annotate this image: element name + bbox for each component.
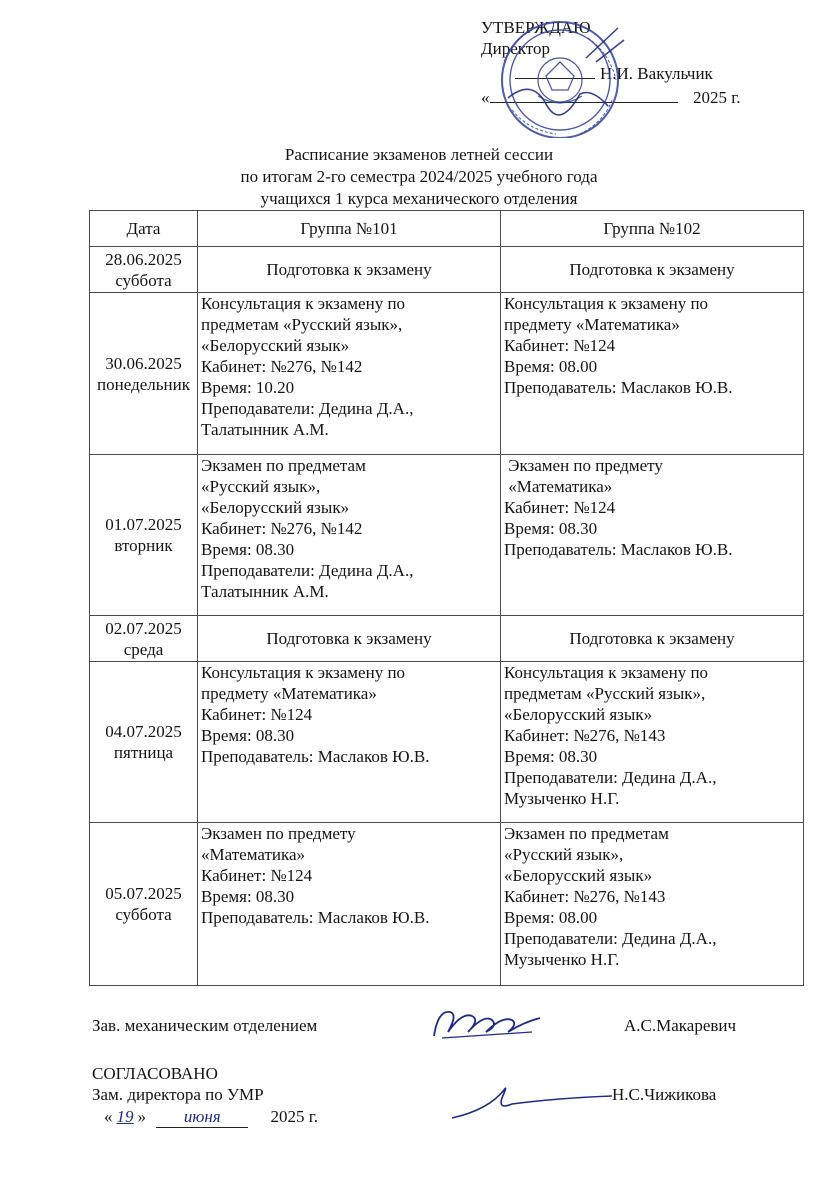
- cell-line: Время: 08.30: [201, 540, 295, 559]
- cell-line: Время: 08.30: [201, 726, 295, 745]
- header-group-101: Группа №101: [198, 211, 501, 247]
- cell-line: Консультация к экзамену по: [504, 663, 709, 682]
- cell-line: Экзамен по предмету: [201, 824, 356, 843]
- group-102-cell: [501, 662, 804, 823]
- cell-line: Подготовка к экзамену: [266, 260, 432, 279]
- cell-line: «Математика»: [201, 845, 306, 864]
- weekday-value: суббота: [115, 905, 172, 924]
- cell-line: предмету «Математика»: [504, 315, 680, 334]
- cell-line: Кабинет: №276, №143: [504, 726, 666, 745]
- table-header-row: [90, 211, 804, 247]
- cell-line: Время: 08.30: [504, 747, 598, 766]
- weekday-value: суббота: [115, 270, 172, 290]
- approval-year: 2025 г.: [693, 88, 741, 107]
- cell-line: Преподаватели: Дедина Д.А.,: [504, 929, 717, 948]
- group-102-cell: [501, 247, 804, 293]
- group-101-cell: [198, 823, 501, 986]
- cell-line: Экзамен по предметам: [504, 824, 669, 843]
- date-cell: [90, 293, 198, 455]
- date-month-handwritten: июня: [156, 1107, 248, 1128]
- date-year: 2025 г.: [270, 1107, 319, 1126]
- weekday-value: среда: [123, 639, 164, 659]
- weekday-value: понедельник: [97, 374, 190, 394]
- group-102-cell: [501, 455, 804, 616]
- approval-heading: УТВЕРЖДАЮ: [481, 18, 591, 37]
- date-value: 30.06.2025: [105, 353, 182, 373]
- group-101-cell: [198, 455, 501, 616]
- group-102-cell: [501, 823, 804, 986]
- cell-line: «Белорусский язык»: [504, 866, 653, 885]
- date-cell: [90, 247, 198, 293]
- department-head-name: А.С.Макаревич: [624, 1016, 737, 1035]
- date-quote-open: «: [104, 1107, 113, 1126]
- cell-line: Экзамен по предметам: [201, 456, 366, 475]
- cell-line: Время: 08.30: [201, 887, 295, 906]
- group-101-cell: [198, 247, 501, 293]
- group-101-cell: [198, 293, 501, 455]
- cell-line: Кабинет: №124: [201, 705, 313, 724]
- deputy-name: Н.С.Чижикова: [612, 1085, 717, 1104]
- cell-line: Кабинет: №276, №142: [201, 357, 363, 376]
- cell-line: Кабинет: №124: [504, 336, 616, 355]
- date-quote-close: »: [137, 1107, 146, 1126]
- cell-line: Преподаватель: Маслаков Ю.В.: [201, 747, 430, 766]
- cell-line: предмету «Математика»: [201, 684, 377, 703]
- cell-line: Кабинет: №276, №143: [504, 887, 666, 906]
- weekday-value: пятница: [113, 743, 174, 762]
- date-value: 04.07.2025: [105, 722, 182, 741]
- cell-line: предметам «Русский язык»,: [504, 684, 706, 703]
- date-cell: [90, 616, 198, 662]
- deputy-signature: [448, 1080, 618, 1124]
- cell-line: Время: 08.00: [504, 908, 598, 927]
- date-cell: [90, 662, 198, 823]
- cell-line: «Русский язык»,: [201, 477, 321, 496]
- group-102-cell: [501, 293, 804, 455]
- cell-line: Кабинет: №276, №142: [201, 519, 363, 538]
- deputy-position: Зам. директора по УМР: [92, 1085, 264, 1104]
- cell-line: Преподаватель: Маслаков Ю.В.: [504, 378, 733, 397]
- official-seal-stamp: [468, 18, 634, 138]
- cell-line: Экзамен по предмету: [504, 456, 663, 475]
- cell-line: «Математика»: [504, 477, 613, 496]
- cell-line: Музыченко Н.Г.: [504, 950, 620, 969]
- table-row: [90, 247, 804, 293]
- header-date: Дата: [90, 211, 198, 247]
- cell-line: Подготовка к экзамену: [569, 260, 735, 279]
- cell-line: Преподаватели: Дедина Д.А.,: [201, 561, 414, 580]
- cell-line: «Белорусский язык»: [201, 336, 350, 355]
- cell-line: «Русский язык»,: [504, 845, 624, 864]
- agreement-date: [104, 1107, 318, 1128]
- cell-line: Время: 08.30: [504, 519, 598, 538]
- approval-quote-open: «: [481, 88, 490, 107]
- cell-line: Преподаватель: Маслаков Ю.В.: [201, 908, 430, 927]
- table-row: [90, 293, 804, 455]
- group-101-cell: [198, 616, 501, 662]
- cell-line: Время: 10.20: [201, 378, 295, 397]
- exam-schedule-table: [89, 210, 804, 986]
- cell-line: Преподаватель: Маслаков Ю.В.: [504, 540, 733, 559]
- cell-line: «Белорусский язык»: [504, 705, 653, 724]
- cell-line: Время: 08.00: [504, 357, 598, 376]
- date-value: 01.07.2025: [105, 515, 182, 534]
- cell-line: Кабинет: №124: [201, 866, 313, 885]
- agreed-heading: СОГЛАСОВАНО: [92, 1064, 218, 1083]
- cell-line: Кабинет: №124: [504, 498, 616, 517]
- cell-line: Подготовка к экзамену: [569, 629, 735, 648]
- table-row: [90, 455, 804, 616]
- cell-line: «Белорусский язык»: [201, 498, 350, 517]
- cell-line: Консультация к экзамену по: [201, 663, 406, 682]
- date-value: 05.07.2025: [105, 884, 182, 903]
- department-head-signature: [428, 1002, 548, 1046]
- title-line-1: Расписание экзаменов летней сессии: [284, 145, 554, 164]
- department-head-position: Зав. механическим отделением: [92, 1016, 318, 1035]
- cell-line: Талатынник А.М.: [201, 420, 329, 439]
- table-row: [90, 616, 804, 662]
- cell-line: Консультация к экзамену по: [504, 294, 709, 313]
- table-row: [90, 823, 804, 986]
- cell-line: Преподаватели: Дедина Д.А.,: [201, 399, 414, 418]
- cell-line: Подготовка к экзамену: [266, 629, 432, 648]
- cell-line: Преподаватели: Дедина Д.А.,: [504, 768, 717, 787]
- date-day-handwritten: 19: [116, 1107, 134, 1126]
- group-102-cell: [501, 616, 804, 662]
- title-line-3: учащихся 1 курса механического отделения: [260, 189, 578, 208]
- title-line-2: по итогам 2-го семестра 2024/2025 учебного года: [240, 167, 598, 186]
- cell-line: Талатынник А.М.: [201, 582, 329, 601]
- date-value: 02.07.2025: [105, 618, 182, 638]
- cell-line: Консультация к экзамену по: [201, 294, 406, 313]
- group-101-cell: [198, 662, 501, 823]
- approval-position: Директор: [481, 39, 550, 58]
- weekday-value: вторник: [114, 536, 173, 555]
- header-group-102: Группа №102: [501, 211, 804, 247]
- date-cell: [90, 823, 198, 986]
- date-cell: [90, 455, 198, 616]
- approval-name: Н.И. Вакульчик: [600, 64, 713, 83]
- table-row: [90, 662, 804, 823]
- cell-line: Музыченко Н.Г.: [504, 789, 620, 808]
- cell-line: предметам «Русский язык»,: [201, 315, 403, 334]
- date-value: 28.06.2025: [105, 249, 182, 269]
